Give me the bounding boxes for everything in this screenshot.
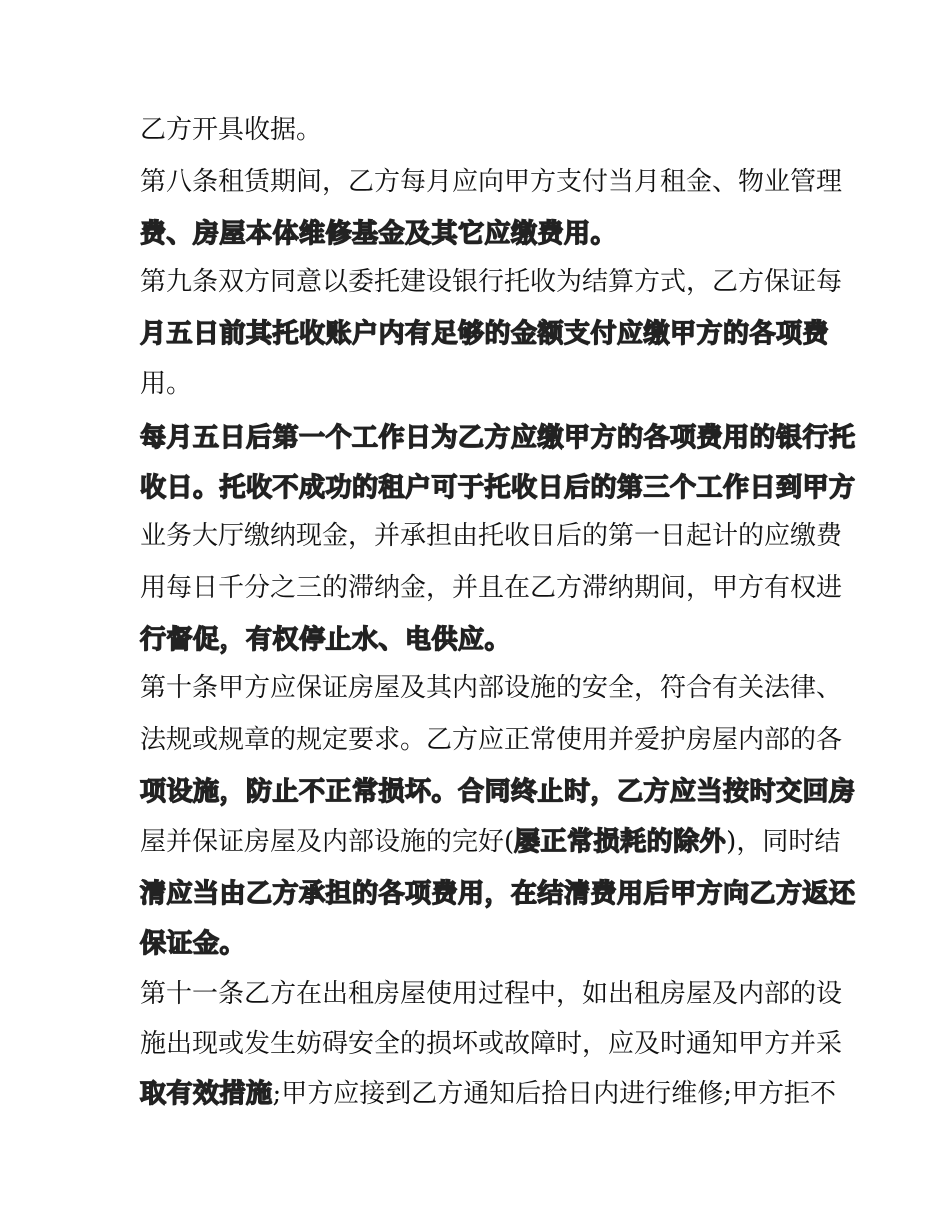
paragraph-line: 施出现或发生妨碍安全的损坏或故障时，应及时通知甲方并采 [140,1029,843,1059]
paragraph-line: 费、房屋本体维修基金及其它应缴费用。 [140,219,618,249]
paragraph-line: 项设施，防止不正常损坏。合同终止时，乙方应当按时交回房 [140,777,856,807]
outlined-text: 取有效措施 [140,1079,273,1109]
paragraph-line: 每月五日后第一个工作日为乙方应缴甲方的各项费用的银行托 [140,423,856,453]
paragraph-line-mixed [140,1074,837,1114]
paragraph-line: 法规或规章的规定要求。乙方应正常使用并爱护房屋内部的各 [140,725,843,755]
outlined-text: 屡正常损耗的除外 [514,827,727,857]
paragraph-line-mixed [140,822,841,862]
paragraph-line: 月五日前其托收账户内有足够的金额支付应缴甲方的各项费 [140,319,830,349]
normal-text: 屋并保证房屋及内部设施的完好( [140,827,515,857]
normal-text: )，同时结 [726,827,841,857]
paragraph-line: 业务大厅缴纳现金，并承担由托收日后的第一日起计的应缴费 [140,521,843,551]
paragraph-line: 第十一条乙方在出租房屋使用过程中，如出租房屋及内部的设 [140,979,843,1009]
paragraph-line: 用每日千分之三的滞纳金，并且在乙方滞纳期间，甲方有权进 [140,573,843,603]
paragraph-line: 乙方开具收据。 [140,115,323,145]
paragraph-line: 保证金。 [140,929,247,959]
paragraph-line: 收日。托收不成功的租户可于托收日后的第三个工作日到甲方 [140,473,856,503]
normal-text: ;甲方应接到乙方通知后拾日内进行维修;甲方拒不 [272,1079,837,1109]
paragraph-line: 第九条双方同意以委托建设银行托收为结算方式，乙方保证每 [140,267,843,297]
paragraph-line: 用。 [140,369,193,399]
paragraph-line: 清应当由乙方承担的各项费用，在结清费用后甲方向乙方返还 [140,879,856,909]
paragraph-line: 第八条租赁期间，乙方每月应向甲方支付当月租金、物业管理 [140,167,843,197]
paragraph-line: 行督促，有权停止水、电供应。 [140,625,512,655]
paragraph-line: 第十条甲方应保证房屋及其内部设施的安全，符合有关法律、 [140,673,843,703]
